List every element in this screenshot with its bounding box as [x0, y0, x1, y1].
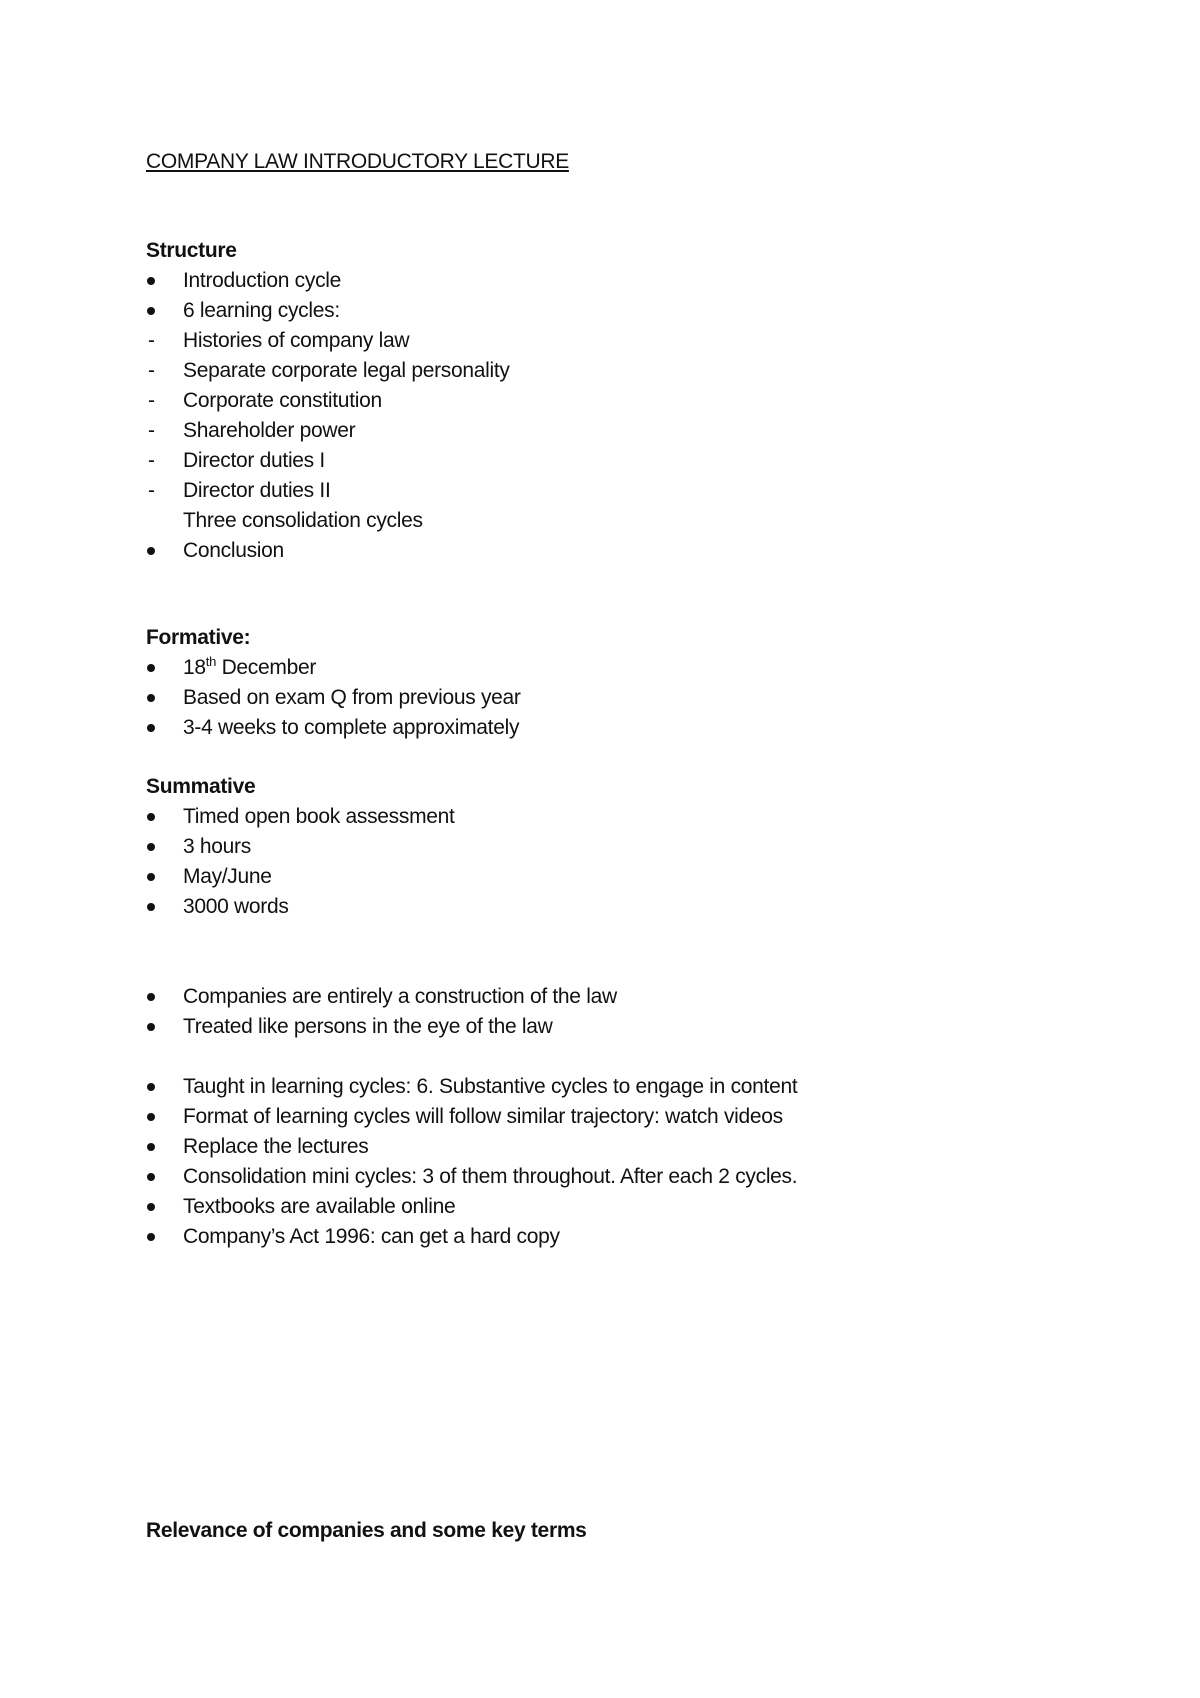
note-item-text: Format of learning cycles will follow similar trajectory: watch videos	[183, 1105, 783, 1128]
dash-icon: -	[148, 419, 155, 442]
note-item-text: Replace the lectures	[183, 1135, 369, 1158]
structure-item-text: Histories of company law	[183, 329, 410, 352]
note-item-text: Treated like persons in the eye of the law	[183, 1015, 553, 1038]
structure-item-text: Director duties I	[183, 449, 325, 472]
formative-date-month: December	[221, 656, 317, 679]
bullet-icon	[147, 1173, 155, 1181]
summative-item	[146, 802, 1146, 832]
note-item	[146, 1162, 1146, 1192]
structure-section	[146, 236, 1146, 566]
bullet-icon	[147, 1023, 155, 1031]
note-item	[146, 1222, 1146, 1252]
dash-icon: -	[148, 389, 155, 412]
formative-heading: Formative:	[146, 626, 251, 649]
structure-item	[146, 296, 1146, 326]
bullet-icon	[147, 873, 155, 881]
structure-item-text: Director duties II	[183, 479, 331, 502]
dash-icon: -	[148, 449, 155, 472]
formative-item	[146, 683, 1146, 713]
bullet-icon	[147, 1143, 155, 1151]
structure-item	[146, 536, 1146, 566]
formative-item-text: Based on exam Q from previous year	[183, 686, 521, 709]
bullet-icon	[147, 1113, 155, 1121]
bullet-icon	[147, 547, 155, 555]
structure-item-text: Conclusion	[183, 539, 284, 562]
bullet-icon	[147, 993, 155, 1001]
dash-icon: -	[148, 329, 155, 352]
summative-item-text: Timed open book assessment	[183, 805, 455, 828]
summative-item	[146, 862, 1146, 892]
summative-heading: Summative	[146, 775, 256, 798]
bullet-icon	[147, 277, 155, 285]
structure-item-text: Introduction cycle	[183, 269, 342, 292]
bullet-icon	[147, 724, 155, 732]
formative-date-suffix: th	[205, 654, 217, 669]
structure-subitem	[146, 356, 1146, 386]
note-item	[146, 1192, 1146, 1222]
formative-section	[146, 623, 1146, 743]
structure-subitem	[146, 506, 1146, 536]
note-item-text: Textbooks are available online	[183, 1195, 456, 1218]
structure-item-text: 6 learning cycles:	[183, 299, 340, 322]
summative-item	[146, 892, 1146, 922]
structure-item	[146, 266, 1146, 296]
bullet-icon	[147, 694, 155, 702]
note-item	[146, 982, 1146, 1012]
formative-date-day: 18	[183, 656, 206, 679]
note-item	[146, 1012, 1146, 1042]
formative-item	[146, 713, 1146, 743]
structure-item-text: Shareholder power	[183, 419, 356, 442]
summative-item-text: 3 hours	[183, 835, 251, 858]
relevance-heading: Relevance of companies and some key terms	[146, 1519, 587, 1542]
note-item-text: Consolidation mini cycles: 3 of them throughout. After each 2 cycles.	[183, 1165, 798, 1188]
dash-icon: -	[148, 359, 155, 382]
structure-subitem	[146, 326, 1146, 356]
summative-item-text: May/June	[183, 865, 272, 888]
bullet-icon	[147, 813, 155, 821]
note-item-text: Companies are entirely a construction of the law	[183, 985, 617, 1008]
structure-subitem	[146, 416, 1146, 446]
note-item	[146, 1072, 1146, 1102]
structure-item-text: Three consolidation cycles	[183, 509, 423, 532]
bullet-icon	[147, 307, 155, 315]
notes-list-a	[146, 982, 1146, 1042]
summative-item-text: 3000 words	[183, 895, 289, 918]
bullet-icon	[147, 1083, 155, 1091]
bullet-icon	[147, 843, 155, 851]
bullet-icon	[147, 1233, 155, 1241]
structure-subitem	[146, 386, 1146, 416]
note-item-text: Company’s Act 1996: can get a hard copy	[183, 1225, 560, 1248]
note-item	[146, 1102, 1146, 1132]
notes-list-b	[146, 1072, 1146, 1252]
dash-icon: -	[148, 479, 155, 502]
bullet-icon	[147, 903, 155, 911]
structure-subitem	[146, 446, 1146, 476]
formative-item	[146, 653, 1146, 683]
note-item-text: Taught in learning cycles: 6. Substantive cycles to engage in content	[183, 1075, 798, 1098]
bullet-icon	[147, 664, 155, 672]
summative-item	[146, 832, 1146, 862]
structure-subitem	[146, 476, 1146, 506]
relevance-section	[146, 1516, 1146, 1546]
page-title: COMPANY LAW INTRODUCTORY LECTURE	[146, 150, 569, 173]
formative-item-text: 3-4 weeks to complete approximately	[183, 716, 520, 739]
summative-section	[146, 772, 1146, 922]
structure-item-text: Corporate constitution	[183, 389, 382, 412]
structure-heading: Structure	[146, 239, 237, 262]
bullet-icon	[147, 1203, 155, 1211]
structure-item-text: Separate corporate legal personality	[183, 359, 510, 382]
note-item	[146, 1132, 1146, 1162]
